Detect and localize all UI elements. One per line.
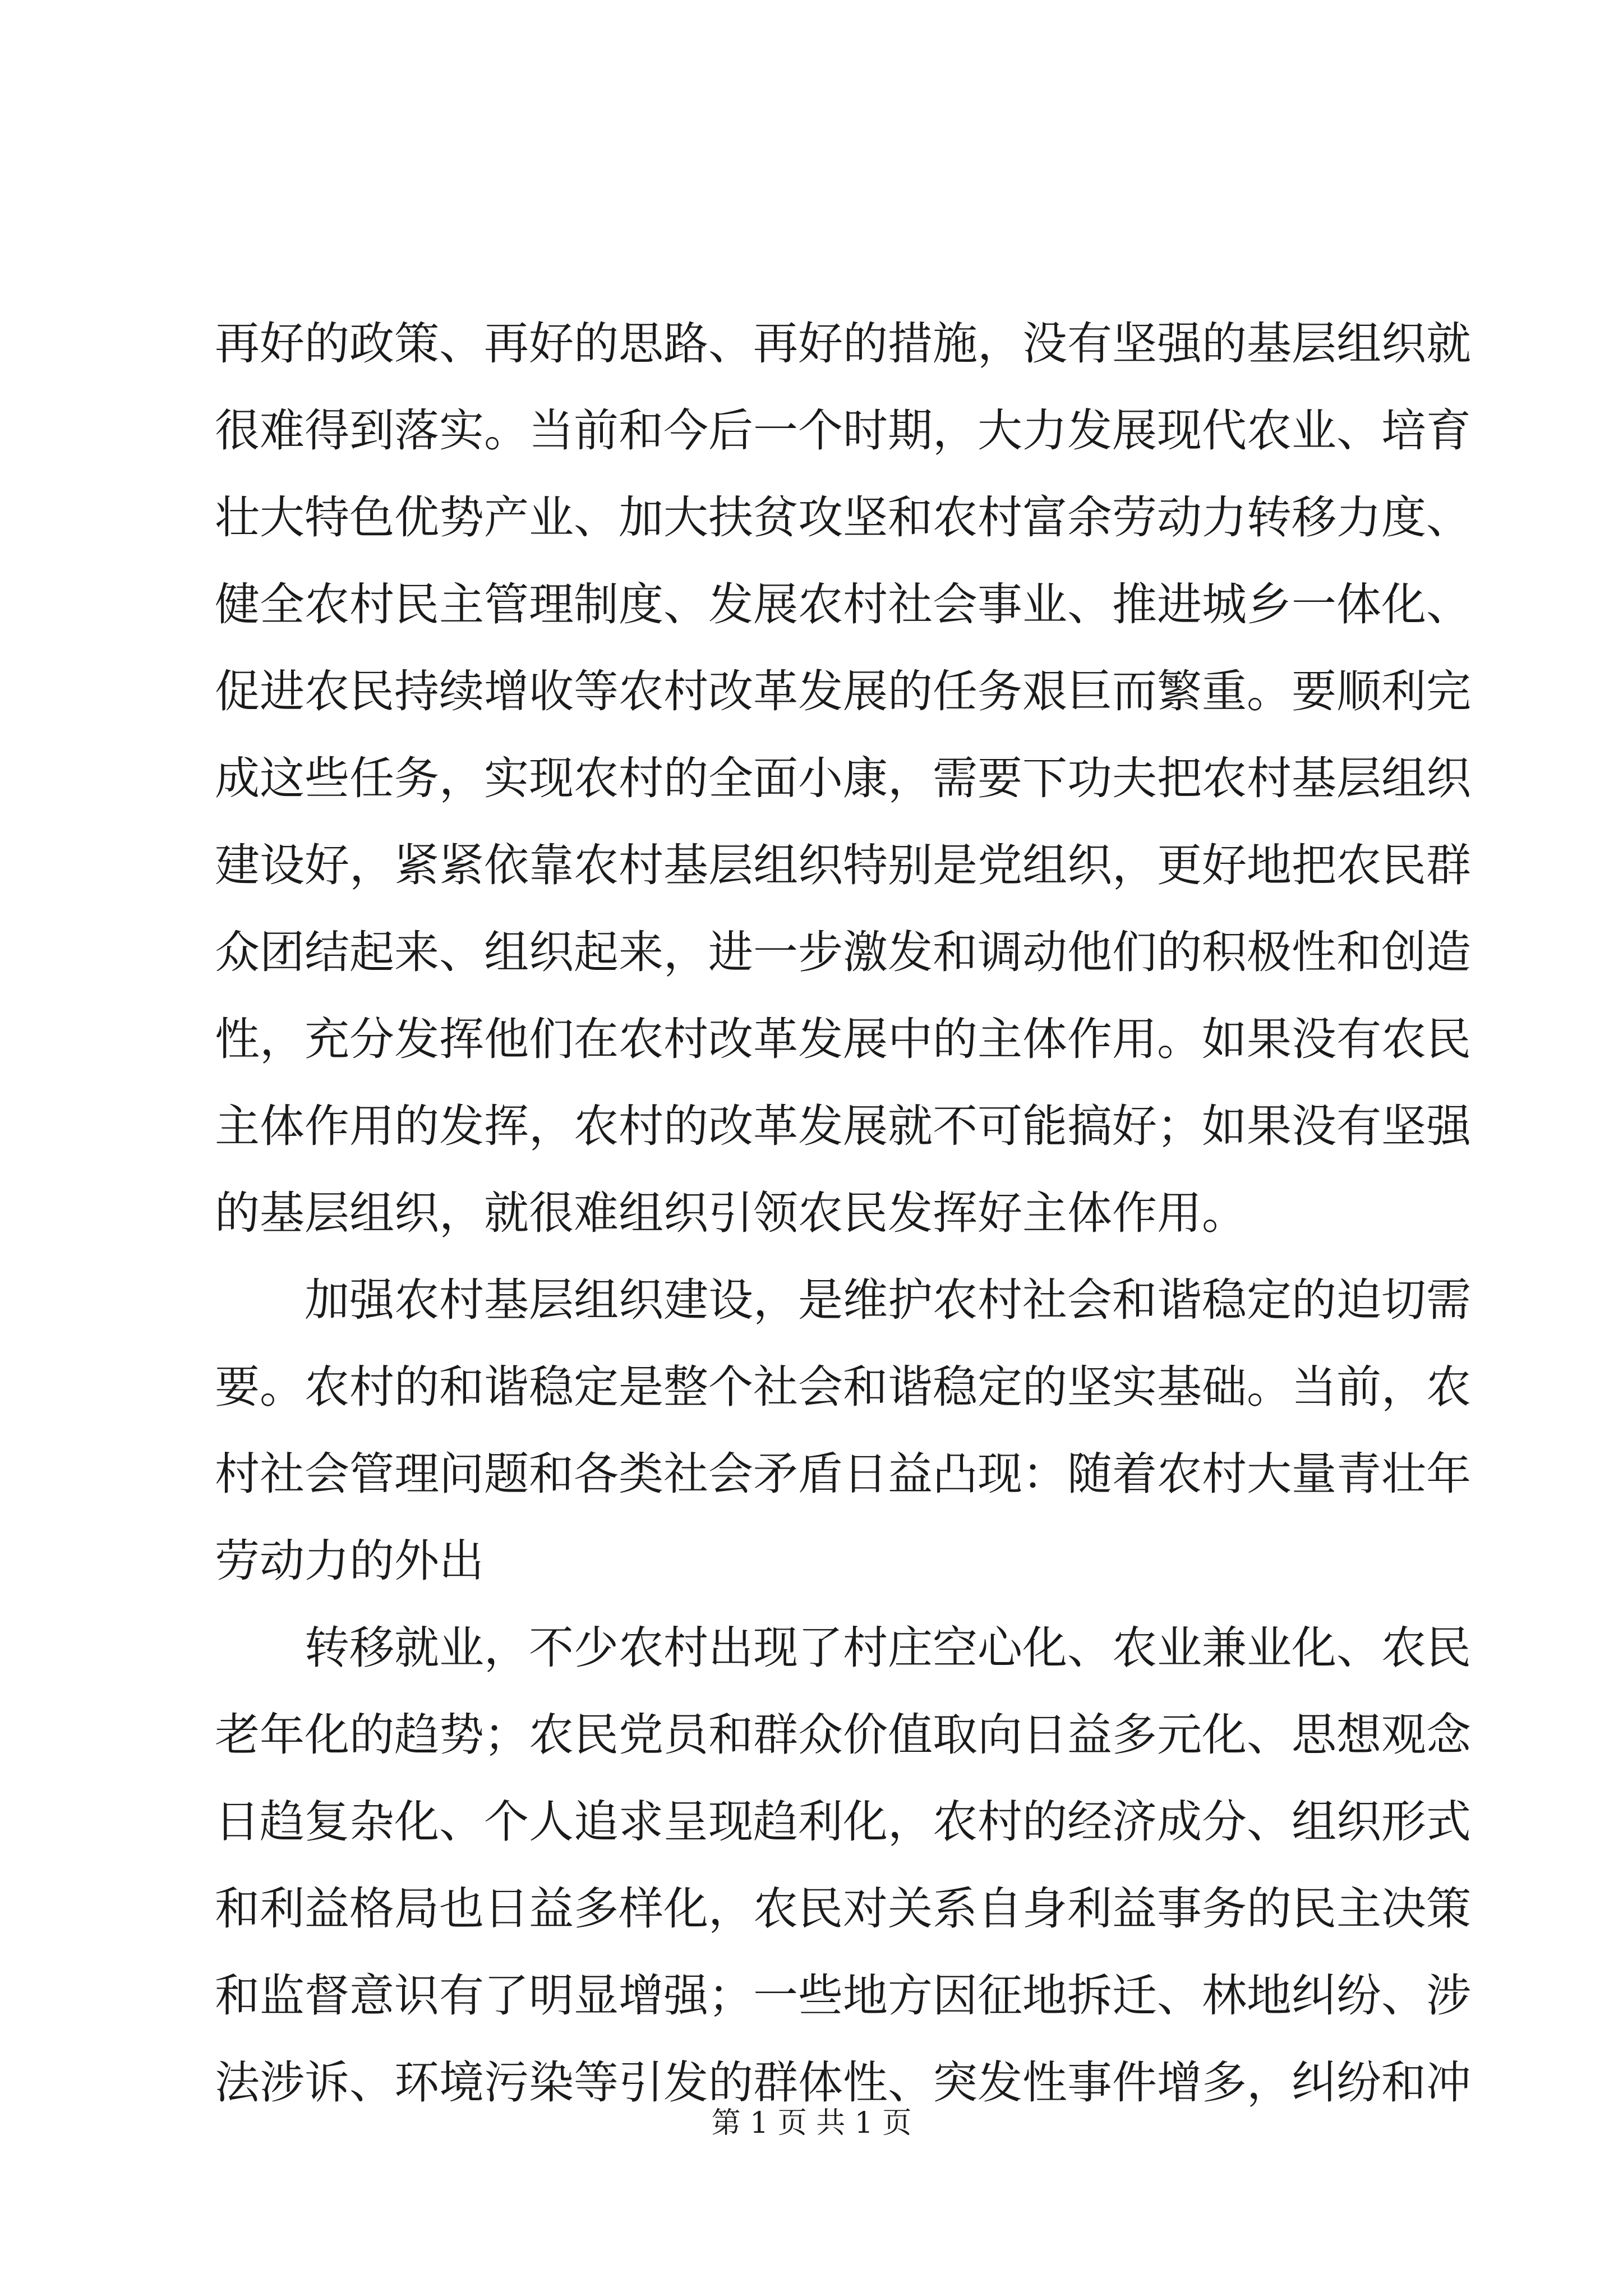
text-line: 和监督意识有了明显增强；一些地方因征地拆迁、林地纠纷、涉 xyxy=(215,1970,1471,2022)
text-line: 的基层组织，就很难组织引领农民发挥好主体作用。 xyxy=(215,1187,1247,1239)
text-line: 再好的政策、再好的思路、再好的措施，没有坚强的基层组织就 xyxy=(215,318,1471,370)
text-line: 劳动力的外出 xyxy=(215,1535,484,1587)
text-line: 健全农村民主管理制度、发展农村社会事业、推进城乡一体化、 xyxy=(215,578,1471,631)
text-line: 壮大特色优势产业、加大扶贫攻坚和农村富余劳动力转移力度、 xyxy=(215,491,1471,544)
text-line: 性，充分发挥他们在农村改革发展中的主体作用。如果没有农民 xyxy=(215,1013,1471,1065)
text-line: 日趋复杂化、个人追求呈现趋利化，农村的经济成分、组织形式 xyxy=(215,1796,1471,1848)
paragraph-3 xyxy=(215,1604,1471,2126)
text-line: 建设好，紧紧依靠农村基层组织特别是党组织，更好地把农民群 xyxy=(215,839,1471,891)
text-line: 法涉诉、环境污染等引发的群体性、突发性事件增多，纠纷和冲 xyxy=(215,2056,1471,2109)
paragraph-2 xyxy=(215,1257,1471,1604)
text-line: 主体作用的发挥，农村的改革发展就不可能搞好；如果没有坚强 xyxy=(215,1100,1471,1152)
text-line: 和利益格局也日益多样化，农民对关系自身利益事务的民主决策 xyxy=(215,1883,1471,1935)
text-line: 要。农村的和谐稳定是整个社会和谐稳定的坚实基础。当前，农 xyxy=(215,1361,1471,1413)
paragraph-1 xyxy=(215,300,1471,1257)
page-number-label: 第 1 页 共 1 页 xyxy=(711,2106,912,2140)
text-line: 村社会管理问题和各类社会矛盾日益凸现：随着农村大量青壮年 xyxy=(215,1448,1471,1500)
text-line: 转移就业，不少农村出现了村庄空心化、农业兼业化、农民 xyxy=(215,1622,1471,1674)
text-line: 众团结起来、组织起来，进一步激发和调动他们的积极性和创造 xyxy=(215,926,1471,978)
document-body xyxy=(215,300,1471,2126)
text-line: 加强农村基层组织建设，是维护农村社会和谐稳定的迫切需 xyxy=(215,1274,1471,1326)
page-footer xyxy=(0,2104,1623,2143)
text-line: 促进农民持续增收等农村改革发展的任务艰巨而繁重。要顺利完 xyxy=(215,665,1471,717)
text-line: 老年化的趋势；农民党员和群众价值取向日益多元化、思想观念 xyxy=(215,1709,1471,1761)
text-line: 很难得到落实。当前和今后一个时期，大力发展现代农业、培育 xyxy=(215,404,1471,457)
text-line: 成这些任务，实现农村的全面小康，需要下功夫把农村基层组织 xyxy=(215,752,1471,804)
